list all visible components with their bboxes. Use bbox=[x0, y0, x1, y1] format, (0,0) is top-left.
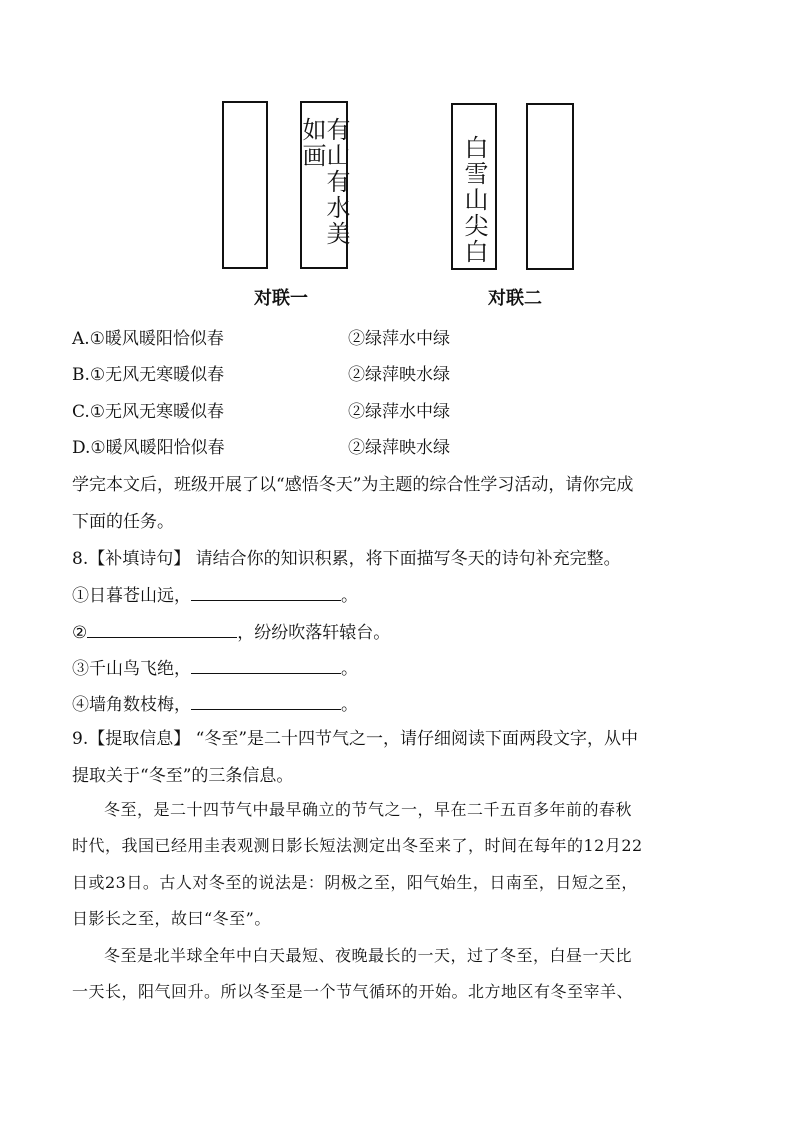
q8-item-2 bbox=[72, 618, 390, 643]
q8-item-1-after: 。 bbox=[341, 586, 358, 606]
option-b-left: B.①无风无寒暖似春 bbox=[72, 365, 225, 385]
q9-line-2: 提取关于“冬至”的三条信息。 bbox=[72, 766, 294, 786]
couplet1-right-panel bbox=[300, 101, 348, 269]
q8-item-3-blank[interactable] bbox=[191, 659, 341, 674]
option-d-left: D.①暖风暖阳恰似春 bbox=[72, 438, 225, 458]
option-c-right: ②绿萍水中绿 bbox=[348, 402, 450, 422]
q8-item-1-before: ①日暮苍山远， bbox=[72, 586, 191, 606]
couplet2-caption: 对联二 bbox=[488, 288, 542, 309]
q8-item-2-before: ② bbox=[72, 623, 88, 643]
passage-p1-line-4: 日影长之至，故曰“冬至”。 bbox=[72, 909, 271, 928]
q8-item-3-after: 。 bbox=[341, 659, 358, 679]
option-d-right: ②绿萍映水绿 bbox=[348, 438, 450, 458]
q8-item-3 bbox=[72, 654, 358, 679]
q8-item-4-after: 。 bbox=[341, 695, 358, 715]
q8-item-4-blank[interactable] bbox=[191, 695, 341, 710]
intro-line-1: 学完本文后，班级开展了以“感悟冬天”为主题的综合性学习活动，请你完成 bbox=[72, 475, 634, 495]
option-a-left: A.①暖风暖阳恰似春 bbox=[72, 329, 224, 349]
couplet1-right-text: 有山有水美如画 bbox=[298, 117, 350, 247]
q9-line-1: 9.【提取信息】 “冬至”是二十四节气之一，请仔细阅读下面两段文字，从中 bbox=[72, 729, 639, 749]
q8-item-3-before: ③千山鸟飞绝， bbox=[72, 659, 191, 679]
q8-title: 8.【补填诗句】 请结合你的知识积累，将下面描写冬天的诗句补充完整。 bbox=[72, 549, 621, 569]
passage-p2-line-2: 一天长，阳气回升。所以冬至是一个节气循环的开始。北方地区有冬至宰羊、 bbox=[72, 982, 634, 1001]
q8-item-4-before: ④墙角数枝梅， bbox=[72, 695, 191, 715]
q8-item-2-after: ，纷纷吹落轩辕台。 bbox=[237, 623, 391, 643]
option-a-right: ②绿萍水中绿 bbox=[348, 329, 450, 349]
couplet2-right-panel bbox=[526, 103, 574, 270]
passage-p1-line-3: 日或23日。古人对冬至的说法是：阴极之至，阳气始生，日南至，日短之至， bbox=[72, 873, 638, 892]
couplet2-left-text: 白雪山尖白 bbox=[460, 135, 488, 265]
passage-p1-line-1: 冬至，是二十四节气中最早确立的节气之一，早在二千五百多年前的春秋 bbox=[104, 800, 633, 819]
intro-line-2: 下面的任务。 bbox=[72, 512, 174, 532]
option-b-right: ②绿萍映水绿 bbox=[348, 365, 450, 385]
q8-item-2-blank[interactable] bbox=[87, 623, 237, 638]
couplet1-caption: 对联一 bbox=[254, 288, 308, 309]
couplet1-left-panel bbox=[222, 101, 268, 269]
passage-p1-line-2: 时代，我国已经用圭表观测日影长短法测定出冬至来了，时间在每年的12月22 bbox=[72, 836, 643, 855]
couplet2-left-panel bbox=[451, 103, 497, 270]
q8-item-1-blank[interactable] bbox=[191, 586, 341, 601]
q8-item-4 bbox=[72, 690, 358, 715]
option-c-left: C.①无风无寒暖似春 bbox=[72, 402, 225, 422]
q8-item-1 bbox=[72, 581, 358, 606]
passage-p2-line-1: 冬至是北半球全年中白天最短、夜晚最长的一天，过了冬至，白昼一天比 bbox=[104, 946, 633, 965]
